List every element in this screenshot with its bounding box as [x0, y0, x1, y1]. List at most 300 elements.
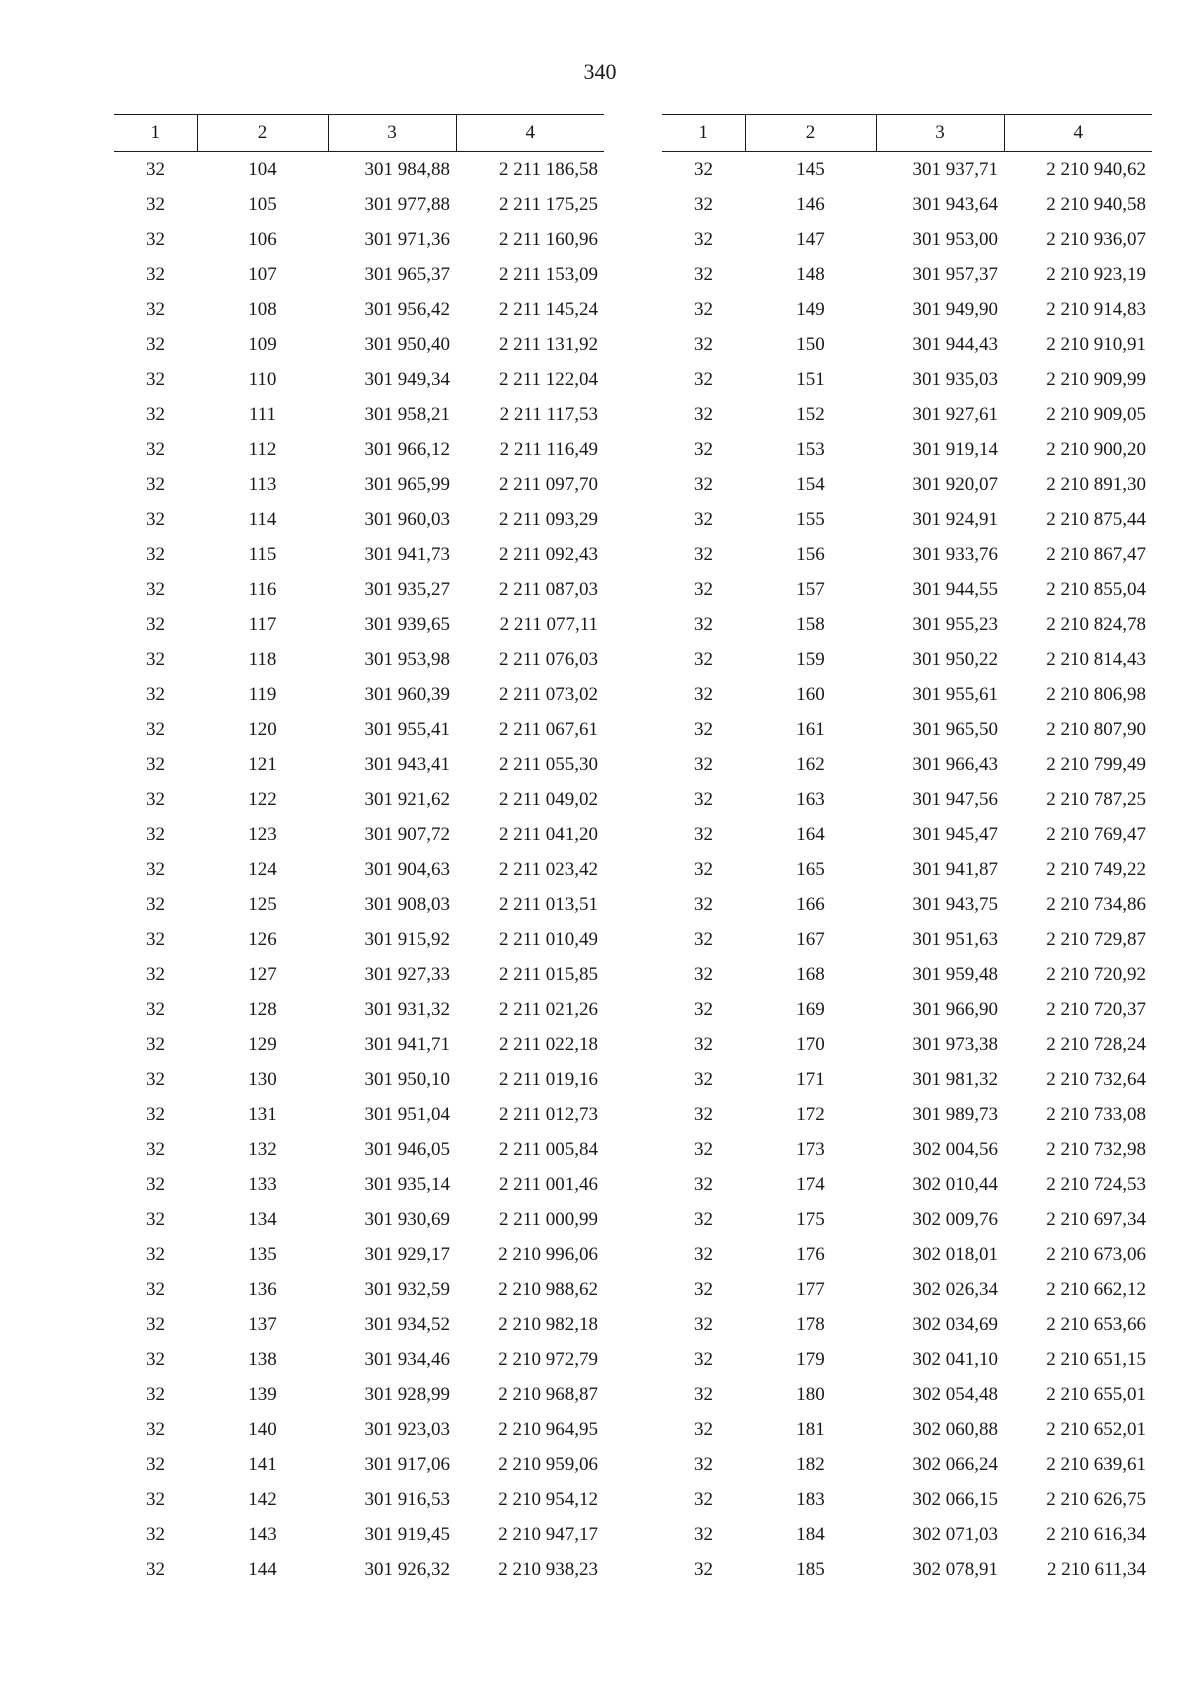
table-cell-col-2: 170	[796, 1033, 825, 1055]
table-cell-col-2: 154	[796, 473, 825, 495]
table-cell-col-3: 302 041,10	[912, 1348, 998, 1370]
table-row	[114, 1132, 604, 1167]
column-header-3: 3	[328, 115, 456, 152]
table-row	[114, 992, 604, 1027]
table-cell-col-2: 161	[796, 718, 825, 740]
table-cell-col-3: 301 930,69	[364, 1208, 450, 1230]
table-cell-col-3: 301 959,48	[912, 963, 998, 985]
table-cell-col-2: 104	[248, 158, 277, 180]
table-cell-col-2: 181	[796, 1418, 825, 1440]
table-cell-col-4: 2 210 673,06	[1046, 1243, 1146, 1265]
table-cell-col-4: 2 211 097,70	[498, 473, 598, 495]
table-cell-col-2: 178	[796, 1313, 825, 1335]
table-row	[662, 1412, 1152, 1447]
table-cell-col-4: 2 210 940,62	[1046, 158, 1146, 180]
table-cell-col-3: 301 955,23	[912, 613, 998, 635]
table-cell-col-1: 32	[146, 1523, 165, 1545]
table-cell-col-1: 32	[694, 228, 713, 250]
table-cell-col-1: 32	[694, 1068, 713, 1090]
table-row	[114, 712, 604, 747]
table-cell-col-2: 148	[796, 263, 825, 285]
table-cell-col-2: 138	[248, 1348, 277, 1370]
table-row	[114, 1342, 604, 1377]
table-row	[114, 957, 604, 992]
table-cell-col-3: 301 955,61	[912, 683, 998, 705]
table-cell-col-1: 32	[694, 788, 713, 810]
table-cell-col-1: 32	[694, 1313, 713, 1335]
table-row	[662, 1237, 1152, 1272]
table-cell-col-4: 2 211 077,11	[499, 613, 598, 635]
table-row	[662, 222, 1152, 257]
table-cell-col-1: 32	[694, 1173, 713, 1195]
table-row	[114, 1237, 604, 1272]
table-cell-col-3: 301 927,33	[364, 963, 450, 985]
table-cell-col-2: 184	[796, 1523, 825, 1545]
table-cell-col-2: 144	[248, 1558, 277, 1580]
table-row	[662, 362, 1152, 397]
table-cell-col-2: 171	[796, 1068, 825, 1090]
table-cell-col-4: 2 210 968,87	[498, 1383, 598, 1405]
table-cell-col-2: 158	[796, 613, 825, 635]
table-cell-col-4: 2 210 655,01	[1046, 1383, 1146, 1405]
table-cell-col-1: 32	[694, 823, 713, 845]
table-cell-col-1: 32	[694, 1243, 713, 1265]
table-row	[662, 1062, 1152, 1097]
table-header	[114, 115, 604, 152]
table-cell-col-2: 113	[248, 473, 277, 495]
table-row	[114, 152, 604, 188]
table-row	[662, 1517, 1152, 1552]
table-row	[662, 712, 1152, 747]
table-cell-col-2: 122	[248, 788, 277, 810]
table-cell-col-4: 2 211 005,84	[498, 1138, 598, 1160]
table-cell-col-4: 2 210 626,75	[1046, 1488, 1146, 1510]
table-cell-col-2: 141	[248, 1453, 277, 1475]
table-cell-col-4: 2 211 049,02	[498, 788, 598, 810]
table-cell-col-1: 32	[694, 718, 713, 740]
table-row	[662, 1272, 1152, 1307]
table-cell-col-4: 2 210 954,12	[498, 1488, 598, 1510]
table-cell-col-1: 32	[694, 1453, 713, 1475]
table-cell-col-1: 32	[694, 1103, 713, 1125]
table-cell-col-4: 2 211 073,02	[498, 683, 598, 705]
table-cell-col-3: 301 935,27	[364, 578, 450, 600]
table-cell-col-3: 301 949,34	[364, 368, 450, 390]
table-cell-col-2: 173	[796, 1138, 825, 1160]
table-cell-col-1: 32	[146, 508, 165, 530]
table-row	[662, 1377, 1152, 1412]
table-cell-col-2: 121	[248, 753, 277, 775]
table-cell-col-2: 108	[248, 298, 277, 320]
table-row	[114, 572, 604, 607]
table-cell-col-1: 32	[694, 648, 713, 670]
table-cell-col-4: 2 211 000,99	[498, 1208, 598, 1230]
table-cell-col-2: 159	[796, 648, 825, 670]
coordinates-table-left	[114, 114, 604, 1587]
table-cell-col-4: 2 210 982,18	[498, 1313, 598, 1335]
table-cell-col-4: 2 210 900,20	[1046, 438, 1146, 460]
table-cell-col-3: 301 935,03	[912, 368, 998, 390]
table-row	[662, 257, 1152, 292]
table-cell-col-3: 302 066,24	[912, 1453, 998, 1475]
table-cell-col-2: 133	[248, 1173, 277, 1195]
table-cell-col-2: 111	[248, 403, 277, 425]
table-cell-col-4: 2 211 093,29	[498, 508, 598, 530]
table-row	[114, 922, 604, 957]
table-cell-col-2: 163	[796, 788, 825, 810]
table-cell-col-4: 2 210 732,64	[1046, 1068, 1146, 1090]
table-cell-col-4: 2 211 001,46	[498, 1173, 598, 1195]
table-cell-col-1: 32	[146, 1453, 165, 1475]
table-cell-col-1: 32	[146, 368, 165, 390]
table-cell-col-1: 32	[146, 1278, 165, 1300]
table-cell-col-2: 123	[248, 823, 277, 845]
table-cell-col-3: 301 984,88	[364, 158, 450, 180]
table-cell-col-2: 143	[248, 1523, 277, 1545]
table-cell-col-4: 2 211 022,18	[498, 1033, 598, 1055]
table-row	[114, 1097, 604, 1132]
table-cell-col-3: 301 943,41	[364, 753, 450, 775]
table-cell-col-2: 164	[796, 823, 825, 845]
table-cell-col-3: 301 907,72	[364, 823, 450, 845]
table-cell-col-1: 32	[694, 683, 713, 705]
table-cell-col-3: 301 917,06	[364, 1453, 450, 1475]
table-cell-col-1: 32	[694, 578, 713, 600]
table-cell-col-1: 32	[146, 1138, 165, 1160]
table-cell-col-3: 302 010,44	[912, 1173, 998, 1195]
table-cell-col-1: 32	[146, 193, 165, 215]
table-cell-col-3: 301 915,92	[364, 928, 450, 950]
table-cell-col-3: 301 956,42	[364, 298, 450, 320]
table-cell-col-4: 2 210 720,92	[1046, 963, 1146, 985]
table-cell-col-3: 302 060,88	[912, 1418, 998, 1440]
table-cell-col-2: 128	[248, 998, 277, 1020]
table-cell-col-4: 2 210 728,24	[1046, 1033, 1146, 1055]
table-cell-col-4: 2 211 015,85	[498, 963, 598, 985]
table-cell-col-2: 174	[796, 1173, 825, 1195]
table-cell-col-1: 32	[146, 1313, 165, 1335]
table-cell-col-2: 112	[248, 438, 277, 460]
table-cell-col-2: 107	[248, 263, 277, 285]
table-cell-col-2: 156	[796, 543, 825, 565]
table-cell-col-2: 131	[248, 1103, 277, 1125]
table-cell-col-3: 301 931,32	[364, 998, 450, 1020]
column-header-4: 4	[1004, 115, 1152, 152]
table-body	[114, 152, 604, 1588]
table-row	[662, 992, 1152, 1027]
table-row	[662, 327, 1152, 362]
table-cell-col-4: 2 210 909,99	[1046, 368, 1146, 390]
table-cell-col-3: 301 945,47	[912, 823, 998, 845]
table-row	[114, 1517, 604, 1552]
table-cell-col-2: 118	[248, 648, 277, 670]
table-cell-col-1: 32	[146, 648, 165, 670]
table-cell-col-2: 145	[796, 158, 825, 180]
table-cell-col-2: 152	[796, 403, 825, 425]
table-row	[114, 467, 604, 502]
table-cell-col-2: 106	[248, 228, 277, 250]
table-cell-col-1: 32	[694, 928, 713, 950]
table-cell-col-2: 175	[796, 1208, 825, 1230]
table-cell-col-1: 32	[146, 998, 165, 1020]
table-cell-col-1: 32	[146, 1348, 165, 1370]
table-cell-col-2: 142	[248, 1488, 277, 1510]
table-row	[114, 677, 604, 712]
table-cell-col-2: 135	[248, 1243, 277, 1265]
table-cell-col-4: 2 210 724,53	[1046, 1173, 1146, 1195]
table-cell-col-1: 32	[146, 158, 165, 180]
table-cell-col-4: 2 210 914,83	[1046, 298, 1146, 320]
coordinates-table-right	[662, 114, 1152, 1587]
table-cell-col-4: 2 210 729,87	[1046, 928, 1146, 950]
table-cell-col-2: 155	[796, 508, 825, 530]
table-row	[662, 1307, 1152, 1342]
table-cell-col-2: 115	[248, 543, 277, 565]
table-row	[114, 817, 604, 852]
table-cell-col-1: 32	[146, 788, 165, 810]
table-row	[662, 292, 1152, 327]
table-cell-col-2: 149	[796, 298, 825, 320]
table-cell-col-2: 140	[248, 1418, 277, 1440]
table-cell-col-3: 301 960,39	[364, 683, 450, 705]
table-cell-col-3: 301 950,40	[364, 333, 450, 355]
table-cell-col-2: 124	[248, 858, 277, 880]
table-cell-col-1: 32	[694, 963, 713, 985]
table-cell-col-2: 176	[796, 1243, 825, 1265]
table-cell-col-1: 32	[146, 473, 165, 495]
table-cell-col-2: 119	[248, 683, 277, 705]
table-row	[662, 187, 1152, 222]
column-header-2: 2	[197, 115, 328, 152]
table-cell-col-1: 32	[146, 1418, 165, 1440]
table-cell-col-2: 136	[248, 1278, 277, 1300]
table-cell-col-2: 165	[796, 858, 825, 880]
table-cell-col-3: 301 943,75	[912, 893, 998, 915]
table-cell-col-3: 301 939,65	[364, 613, 450, 635]
table-cell-col-4: 2 210 867,47	[1046, 543, 1146, 565]
table-row	[662, 642, 1152, 677]
table-cell-col-3: 301 920,07	[912, 473, 998, 495]
table-cell-col-3: 301 908,03	[364, 893, 450, 915]
table-cell-col-4: 2 210 749,22	[1046, 858, 1146, 880]
table-cell-col-4: 2 210 824,78	[1046, 613, 1146, 635]
table-cell-col-3: 301 933,76	[912, 543, 998, 565]
table-row	[114, 1377, 604, 1412]
table-cell-col-2: 162	[796, 753, 825, 775]
table-cell-col-1: 32	[694, 613, 713, 635]
table-cell-col-4: 2 211 013,51	[498, 893, 598, 915]
table-cell-col-3: 301 935,14	[364, 1173, 450, 1195]
table-cell-col-3: 301 919,45	[364, 1523, 450, 1545]
table-cell-col-2: 180	[796, 1383, 825, 1405]
table-cell-col-2: 137	[248, 1313, 277, 1335]
table-cell-col-4: 2 211 186,58	[498, 158, 598, 180]
table-cell-col-4: 2 210 733,08	[1046, 1103, 1146, 1125]
table-cell-col-3: 301 929,17	[364, 1243, 450, 1265]
table-cell-col-2: 157	[796, 578, 825, 600]
table-cell-col-1: 32	[694, 1138, 713, 1160]
table-row	[114, 1027, 604, 1062]
table-row	[114, 1272, 604, 1307]
table-cell-col-2: 166	[796, 893, 825, 915]
table-cell-col-3: 301 916,53	[364, 1488, 450, 1510]
table-cell-col-4: 2 210 855,04	[1046, 578, 1146, 600]
table-cell-col-1: 32	[146, 263, 165, 285]
table-row	[114, 502, 604, 537]
table-cell-col-4: 2 210 996,06	[498, 1243, 598, 1265]
table-row	[662, 537, 1152, 572]
table-cell-col-2: 168	[796, 963, 825, 985]
table-cell-col-4: 2 210 938,23	[498, 1558, 598, 1580]
table-cell-col-3: 301 966,90	[912, 998, 998, 1020]
table-cell-col-4: 2 210 814,43	[1046, 648, 1146, 670]
table-cell-col-3: 301 932,59	[364, 1278, 450, 1300]
table-cell-col-4: 2 211 076,03	[498, 648, 598, 670]
table-cell-col-3: 301 953,98	[364, 648, 450, 670]
table-row	[114, 292, 604, 327]
table-cell-col-4: 2 211 087,03	[498, 578, 598, 600]
table-cell-col-2: 160	[796, 683, 825, 705]
column-header-1: 1	[114, 115, 197, 152]
table-cell-col-4: 2 210 653,66	[1046, 1313, 1146, 1335]
table-cell-col-1: 32	[146, 1173, 165, 1195]
table-cell-col-1: 32	[694, 893, 713, 915]
table-row	[662, 1202, 1152, 1237]
table-cell-col-3: 301 934,52	[364, 1313, 450, 1335]
table-row	[662, 1447, 1152, 1482]
table-row	[662, 1552, 1152, 1587]
table-cell-col-3: 301 957,37	[912, 263, 998, 285]
table-cell-col-1: 32	[694, 473, 713, 495]
table-cell-col-1: 32	[694, 858, 713, 880]
table-cell-col-2: 182	[796, 1453, 825, 1475]
table-cell-col-3: 301 950,10	[364, 1068, 450, 1090]
table-cell-col-2: 179	[796, 1348, 825, 1370]
table-cell-col-1: 32	[694, 1383, 713, 1405]
table-cell-col-4: 2 210 652,01	[1046, 1418, 1146, 1440]
table-cell-col-3: 301 965,37	[364, 263, 450, 285]
table-cell-col-3: 301 973,38	[912, 1033, 998, 1055]
table-row	[114, 397, 604, 432]
table-cell-col-1: 32	[694, 1033, 713, 1055]
table-cell-col-4: 2 210 787,25	[1046, 788, 1146, 810]
table-row	[114, 1167, 604, 1202]
table-row	[662, 1027, 1152, 1062]
table-cell-col-3: 301 924,91	[912, 508, 998, 530]
table-cell-col-1: 32	[146, 963, 165, 985]
table-row	[114, 1552, 604, 1587]
table-cell-col-4: 2 211 131,92	[498, 333, 598, 355]
table-cell-col-1: 32	[694, 1488, 713, 1510]
table-cell-col-3: 301 950,22	[912, 648, 998, 670]
table-row	[114, 607, 604, 642]
table-cell-col-2: 129	[248, 1033, 277, 1055]
table-cell-col-1: 32	[146, 893, 165, 915]
table-cell-col-4: 2 211 021,26	[498, 998, 598, 1020]
table-row	[114, 222, 604, 257]
table-cell-col-4: 2 210 697,34	[1046, 1208, 1146, 1230]
table-row	[662, 432, 1152, 467]
table-row	[114, 1062, 604, 1097]
table-cell-col-3: 301 966,12	[364, 438, 450, 460]
table-cell-col-4: 2 210 923,19	[1046, 263, 1146, 285]
table-cell-col-1: 32	[146, 1488, 165, 1510]
table-row	[662, 817, 1152, 852]
table-cell-col-4: 2 210 972,79	[498, 1348, 598, 1370]
table-cell-col-2: 130	[248, 1068, 277, 1090]
table-row	[662, 852, 1152, 887]
table-row	[114, 1307, 604, 1342]
table-cell-col-3: 302 078,91	[912, 1558, 998, 1580]
table-cell-col-1: 32	[146, 683, 165, 705]
table-cell-col-4: 2 210 611,34	[1046, 1558, 1146, 1580]
table-cell-col-4: 2 210 807,90	[1046, 718, 1146, 740]
table-cell-col-1: 32	[146, 823, 165, 845]
table-cell-col-4: 2 210 875,44	[1046, 508, 1146, 530]
table-cell-col-3: 301 965,99	[364, 473, 450, 495]
table-cell-col-4: 2 210 964,95	[498, 1418, 598, 1440]
table-cell-col-1: 32	[694, 753, 713, 775]
table-cell-col-1: 32	[146, 1068, 165, 1090]
table-cell-col-3: 301 981,32	[912, 1068, 998, 1090]
table-cell-col-3: 302 009,76	[912, 1208, 998, 1230]
table-cell-col-3: 301 934,46	[364, 1348, 450, 1370]
table-cell-col-3: 301 971,36	[364, 228, 450, 250]
table-cell-col-2: 172	[796, 1103, 825, 1125]
table-cell-col-4: 2 210 651,15	[1046, 1348, 1146, 1370]
table-cell-col-3: 301 977,88	[364, 193, 450, 215]
table-cell-col-1: 32	[146, 858, 165, 880]
table-row	[662, 1167, 1152, 1202]
table-cell-col-3: 301 941,71	[364, 1033, 450, 1055]
table-cell-col-4: 2 210 616,34	[1046, 1523, 1146, 1545]
column-header-3: 3	[876, 115, 1004, 152]
table-cell-col-2: 132	[248, 1138, 277, 1160]
table-row	[114, 887, 604, 922]
table-cell-col-4: 2 211 010,49	[498, 928, 598, 950]
table-cell-col-1: 32	[146, 543, 165, 565]
table-cell-col-3: 302 026,34	[912, 1278, 998, 1300]
table-cell-col-3: 302 066,15	[912, 1488, 998, 1510]
table-cell-col-3: 301 958,21	[364, 403, 450, 425]
table-cell-col-3: 301 966,43	[912, 753, 998, 775]
table-row	[662, 1342, 1152, 1377]
table-cell-col-3: 302 054,48	[912, 1383, 998, 1405]
column-header-1: 1	[662, 115, 745, 152]
table-cell-col-1: 32	[694, 1348, 713, 1370]
table-cell-col-4: 2 211 116,49	[499, 438, 598, 460]
table-cell-col-1: 32	[694, 298, 713, 320]
table-cell-col-3: 302 071,03	[912, 1523, 998, 1545]
table-row	[114, 362, 604, 397]
table-cell-col-3: 302 004,56	[912, 1138, 998, 1160]
table-cell-col-1: 32	[146, 403, 165, 425]
table-cell-col-3: 301 944,43	[912, 333, 998, 355]
table-cell-col-1: 32	[694, 1278, 713, 1300]
table-row	[662, 397, 1152, 432]
table-cell-col-1: 32	[694, 158, 713, 180]
table-row	[114, 1202, 604, 1237]
table-cell-col-4: 2 211 160,96	[498, 228, 598, 250]
table-cell-col-2: 109	[248, 333, 277, 355]
table-cell-col-4: 2 211 153,09	[498, 263, 598, 285]
table-cell-col-1: 32	[146, 928, 165, 950]
table-row	[662, 572, 1152, 607]
table-cell-col-3: 301 955,41	[364, 718, 450, 740]
table-cell-col-4: 2 210 959,06	[498, 1453, 598, 1475]
table-cell-col-3: 301 944,55	[912, 578, 998, 600]
table-cell-col-3: 301 926,32	[364, 1558, 450, 1580]
